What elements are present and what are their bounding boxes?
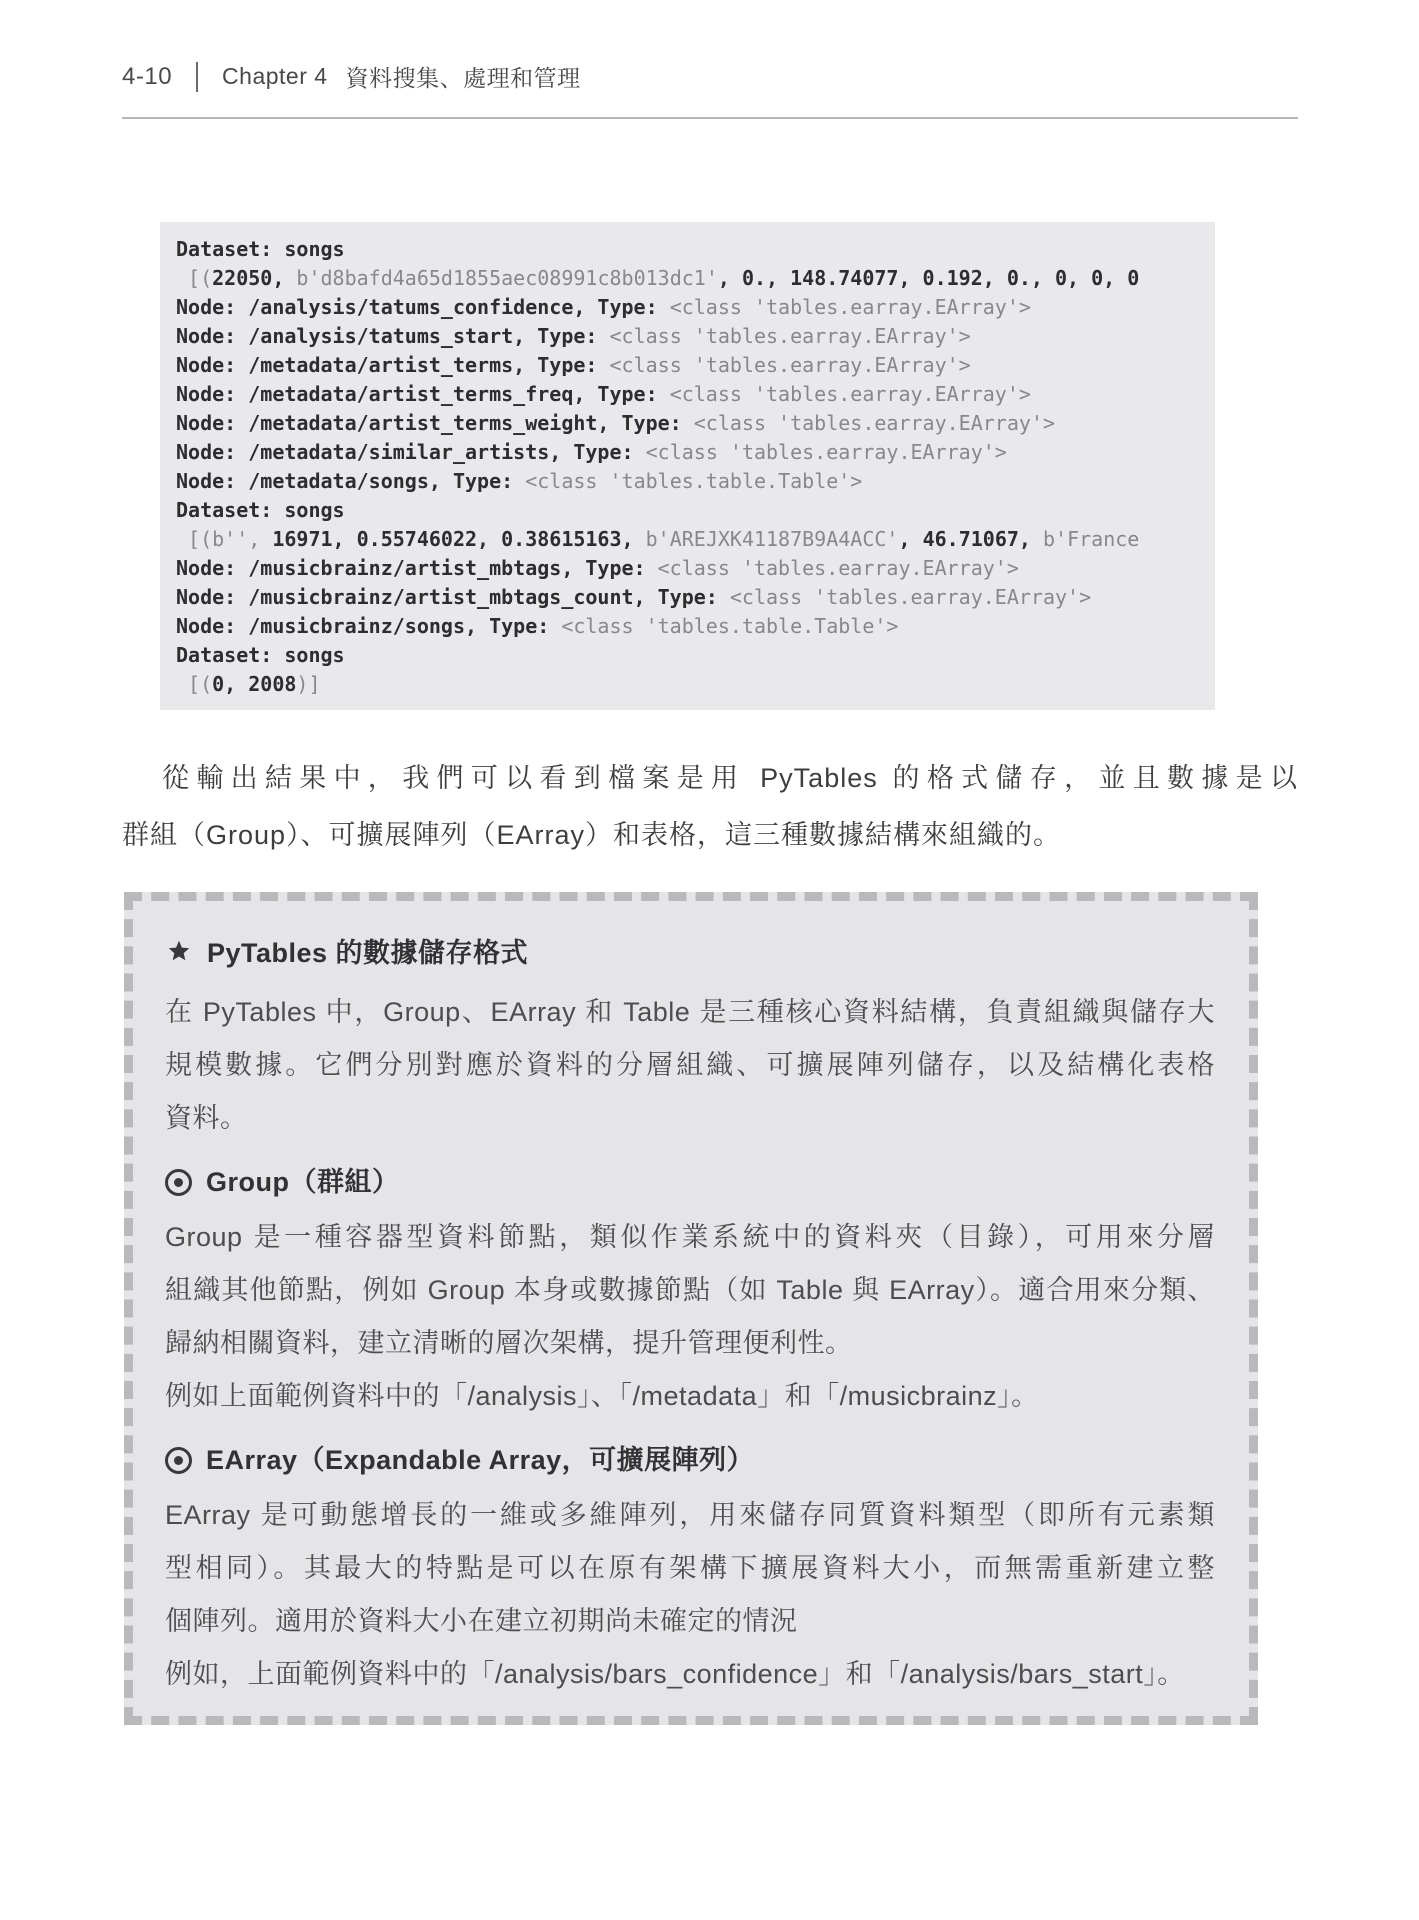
text-line: 歸納相關資料，建立清晰的層次架構，提升管理便利性。	[165, 1328, 853, 1358]
page-header	[122, 60, 581, 93]
code-line: Dataset: songs	[176, 643, 345, 667]
code-line: Dataset: songs	[176, 498, 345, 522]
section-body-earray	[165, 1489, 1215, 1648]
code-line: Node: /analysis/tatums_start, Type: <class 'tables.earray.EArray'>	[176, 324, 971, 348]
code-line: Node: /metadata/similar_artists, Type: <class 'tables.earray.EArray'>	[176, 440, 1007, 464]
code-line: Node: /metadata/artist_terms, Type: <class 'tables.earray.EArray'>	[176, 353, 971, 377]
text-line: EArray 是可動態增長的一維或多維陣列，用來儲存同質資料類型（即所有元素類	[165, 1500, 1215, 1530]
section-heading-group	[165, 1161, 1215, 1203]
text-line: 型相同）。其最大的特點是可以在原有架構下擴展資料大小，而無需重新建立整	[165, 1553, 1215, 1583]
chapter-label: Chapter 4	[222, 63, 328, 89]
code-line: Dataset: songs	[176, 237, 345, 261]
header-divider	[196, 62, 198, 92]
code-line: [(0, 2008)]	[176, 672, 321, 696]
code-line: Node: /metadata/songs, Type: <class 'tables.table.Table'>	[176, 469, 863, 493]
code-line: [(b'', 16971, 0.55746022, 0.38615163, b'AREJXK41187B9A4ACC', 46.71067, b'France	[176, 527, 1140, 551]
chapter-title: 資料搜集、處理和管理	[345, 65, 581, 91]
code-line: Node: /musicbrainz/songs, Type: <class 'tables.table.Table'>	[176, 614, 899, 638]
text-line: 組織其他節點，例如 Group 本身或數據節點（如 Table 與 EArray）。適合用來分類、	[165, 1275, 1215, 1305]
callout-title	[167, 931, 1215, 970]
callout-intro	[165, 986, 1215, 1145]
star-icon	[167, 939, 191, 963]
bullseye-icon	[165, 1447, 192, 1474]
code-line: Node: /musicbrainz/artist_mbtags_count, Type: <class 'tables.earray.EArray'>	[176, 585, 1092, 609]
text-line: 從輸出結果中，我們可以看到檔案是用 PyTables 的格式儲存，並且數據是以	[162, 763, 1298, 793]
text-line: 個陣列。適用於資料大小在建立初期尚未確定的情況	[165, 1606, 798, 1636]
text-line: 在 PyTables 中，Group、EArray 和 Table 是三種核心資料結構，負責組織與儲存大	[165, 997, 1215, 1027]
page-number: 4-10	[122, 62, 173, 90]
section-heading-text: EArray（Expandable Array，可擴展陣列）	[206, 1445, 755, 1475]
bullseye-icon	[165, 1169, 192, 1196]
section-body-group	[165, 1211, 1215, 1370]
callout-box	[124, 892, 1258, 1725]
code-line: Node: /metadata/artist_terms_weight, Type: <class 'tables.earray.EArray'>	[176, 411, 1055, 435]
code-line: Node: /analysis/tatums_confidence, Type: <class 'tables.earray.EArray'>	[176, 295, 1031, 319]
code-line: [(22050, b'd8bafd4a65d1855aec08991c8b013dc1', 0., 148.74077, 0.192, 0., 0, 0, 0	[176, 266, 1140, 290]
section-example-group: 例如上面範例資料中的「/analysis」、「/metadata」和「/musicbrainz」。	[165, 1381, 1039, 1411]
section-example-earray: 例如，上面範例資料中的「/analysis/bars_confidence」和「/analysis/bars_start」。	[165, 1659, 1185, 1689]
text-line: 群組（Group）、可擴展陣列（EArray）和表格，這三種數據結構來組織的。	[122, 820, 1062, 850]
body-paragraph	[122, 750, 1298, 864]
code-line: Node: /metadata/artist_terms_freq, Type: <class 'tables.earray.EArray'>	[176, 382, 1031, 406]
text-line: 規模數據。它們分別對應於資料的分層組織、可擴展陣列儲存，以及結構化表格	[165, 1050, 1215, 1080]
callout-title-text: PyTables 的數據儲存格式	[207, 938, 529, 968]
text-line: Group 是一種容器型資料節點，類似作業系統中的資料夾（目錄），可用來分層	[165, 1222, 1215, 1252]
section-heading-text: Group（群組）	[206, 1167, 400, 1197]
text-line: 資料。	[165, 1103, 248, 1133]
header-rule	[122, 117, 1298, 119]
section-heading-earray	[165, 1439, 1215, 1481]
code-line: Node: /musicbrainz/artist_mbtags, Type: <class 'tables.earray.EArray'>	[176, 556, 1019, 580]
console-output-block	[160, 222, 1215, 710]
